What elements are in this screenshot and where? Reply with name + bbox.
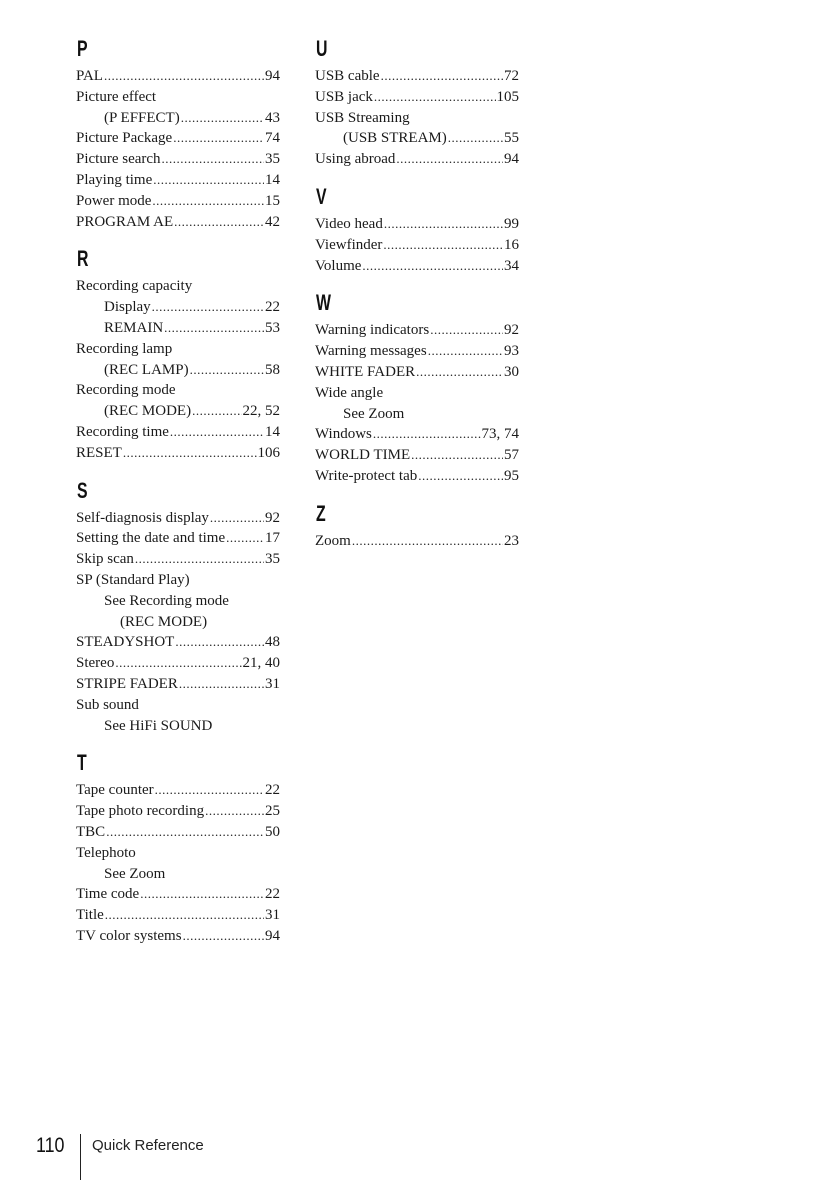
entry-page: 35 xyxy=(265,151,280,168)
index-column-left xyxy=(76,36,280,961)
index-section-u xyxy=(315,36,519,170)
entry-page: 92 xyxy=(265,509,280,526)
entry-page: 94 xyxy=(504,151,519,168)
entry-page: 30 xyxy=(504,363,519,380)
entry-page: 73, 74 xyxy=(481,426,519,443)
index-entry xyxy=(76,401,280,422)
entry-page: 17 xyxy=(265,530,280,547)
entry-label: WORLD TIME xyxy=(315,447,411,464)
section-letter: Z xyxy=(316,500,326,526)
dot-leader xyxy=(448,128,503,149)
dot-leader xyxy=(162,149,264,170)
dot-leader xyxy=(115,653,241,674)
entry-label: Tape counter xyxy=(76,782,154,799)
index-entry xyxy=(315,128,519,149)
entry-label: Display xyxy=(104,299,151,316)
index-entry xyxy=(315,235,519,256)
entry-label: (REC MODE) xyxy=(104,403,192,420)
dot-leader xyxy=(181,108,264,129)
entry-label: SP (Standard Play) xyxy=(76,571,190,588)
section-letter: V xyxy=(316,183,327,209)
entry-page: 94 xyxy=(265,927,280,944)
index-entry xyxy=(76,380,280,401)
page-footer xyxy=(36,1134,336,1180)
dot-leader xyxy=(373,424,481,445)
entry-label: See Zoom xyxy=(343,405,405,422)
dot-leader xyxy=(173,128,264,149)
entry-label: WHITE FADER xyxy=(315,363,416,380)
entry-label: PAL xyxy=(76,68,103,84)
entry-page: 14 xyxy=(265,423,280,440)
entry-label: Volume xyxy=(315,257,362,274)
dot-leader xyxy=(352,531,503,552)
index-entry xyxy=(76,87,280,108)
index-section-w xyxy=(315,290,519,486)
entry-label: Wide angle xyxy=(315,384,384,401)
entry-label: Using abroad xyxy=(315,151,396,168)
index-entry xyxy=(315,87,519,108)
entry-label: Sub sound xyxy=(76,696,139,713)
entry-label: Viewfinder xyxy=(315,236,383,253)
index-entry xyxy=(76,128,280,149)
index-entry xyxy=(76,170,280,191)
entry-label: USB cable xyxy=(315,68,380,84)
entry-page: 25 xyxy=(265,803,280,820)
dot-leader xyxy=(106,822,264,843)
entry-page: 22 xyxy=(265,886,280,903)
index-entry xyxy=(315,320,519,341)
footer-divider xyxy=(80,1134,81,1180)
entry-page: 42 xyxy=(265,213,280,230)
section-letter: S xyxy=(77,477,88,503)
dot-leader xyxy=(192,401,241,422)
index-entry xyxy=(76,443,280,464)
entry-label: Picture search xyxy=(76,151,161,168)
index-entry xyxy=(315,341,519,362)
entry-page: 14 xyxy=(265,171,280,188)
index-section-t xyxy=(76,750,280,946)
entry-page: 93 xyxy=(504,343,519,360)
index-entry xyxy=(76,191,280,212)
index-entry xyxy=(76,653,280,674)
index-entry xyxy=(76,822,280,843)
index-entry xyxy=(76,905,280,926)
index-entry xyxy=(315,531,519,552)
dot-leader xyxy=(381,66,503,87)
section-letter: T xyxy=(77,750,87,776)
index-entry xyxy=(76,632,280,653)
index-column-right xyxy=(315,36,519,566)
entry-label: Self-diagnosis display xyxy=(76,509,209,526)
dot-leader xyxy=(140,884,264,905)
entry-page: 58 xyxy=(265,361,280,378)
dot-leader xyxy=(226,528,264,549)
entry-label: Recording time xyxy=(76,423,169,440)
index-entry xyxy=(315,214,519,235)
entry-page: 23 xyxy=(504,532,519,549)
index-entry xyxy=(76,276,280,297)
entry-page: 31 xyxy=(265,675,280,692)
entry-label: See Zoom xyxy=(104,865,166,882)
entry-label: Stereo xyxy=(76,655,115,672)
entry-label: Setting the date and time xyxy=(76,530,226,547)
entry-label: USB Streaming xyxy=(315,109,410,126)
index-entry xyxy=(76,297,280,318)
index-entry xyxy=(76,108,280,129)
entry-page: 22 xyxy=(265,299,280,316)
entry-label: Zoom xyxy=(315,532,351,549)
entry-page: 94 xyxy=(265,68,280,84)
entry-page: 22, 52 xyxy=(242,403,280,420)
entry-page: 57 xyxy=(504,447,519,464)
entry-label: Telephoto xyxy=(76,844,136,861)
index-entry xyxy=(76,695,280,716)
dot-leader xyxy=(179,674,264,695)
index-entry xyxy=(76,591,280,612)
index-entry xyxy=(315,404,519,425)
entry-label: STEADYSHOT xyxy=(76,634,175,651)
dot-leader xyxy=(105,905,264,926)
index-entry xyxy=(315,424,519,445)
index-entry xyxy=(76,674,280,695)
dot-leader xyxy=(428,341,503,362)
dot-leader xyxy=(170,422,264,443)
dot-leader xyxy=(174,212,264,233)
entry-label: Skip scan xyxy=(76,551,134,568)
index-entry xyxy=(76,926,280,947)
entry-page: 22 xyxy=(265,782,280,799)
entry-label: Picture effect xyxy=(76,88,157,105)
dot-leader xyxy=(418,466,503,487)
entry-page: 16 xyxy=(504,236,519,253)
entry-label: REMAIN xyxy=(104,319,164,336)
index-entry xyxy=(76,149,280,170)
entry-page: 95 xyxy=(504,467,519,484)
index-entry xyxy=(76,716,280,737)
dot-leader xyxy=(205,801,264,822)
index-entry xyxy=(315,66,519,87)
index-section-v xyxy=(315,184,519,276)
entry-page: 35 xyxy=(265,551,280,568)
section-letter: U xyxy=(316,36,328,61)
section-title: Quick Reference xyxy=(92,1137,204,1154)
entry-label: Tape photo recording xyxy=(76,803,205,820)
section-letter: R xyxy=(77,246,89,272)
index-entry xyxy=(76,66,280,87)
dot-leader xyxy=(123,443,257,464)
dot-leader xyxy=(155,780,264,801)
entry-label: See Recording mode xyxy=(104,592,229,609)
index-entry xyxy=(76,422,280,443)
index-entry xyxy=(315,256,519,277)
dot-leader xyxy=(135,549,264,570)
index-entry xyxy=(315,108,519,129)
entry-page: 21, 40 xyxy=(242,655,280,672)
index-entry xyxy=(76,212,280,233)
entry-label: See HiFi SOUND xyxy=(104,717,213,734)
entry-label: RESET xyxy=(76,444,122,461)
dot-leader xyxy=(430,320,503,341)
index-entry xyxy=(315,466,519,487)
entry-page: 15 xyxy=(265,192,280,209)
dot-leader xyxy=(153,170,264,191)
section-letter: W xyxy=(316,290,331,316)
index-entry xyxy=(76,612,280,633)
index-entry xyxy=(76,801,280,822)
index-entry xyxy=(315,445,519,466)
entry-page: 50 xyxy=(265,823,280,840)
index-entry xyxy=(76,864,280,885)
entry-label: (P EFFECT) xyxy=(104,109,180,126)
index-entry xyxy=(76,884,280,905)
entry-page: 43 xyxy=(265,109,280,126)
dot-leader xyxy=(152,191,264,212)
entry-page: 48 xyxy=(265,634,280,651)
entry-label: Title xyxy=(76,907,104,924)
index-entry xyxy=(76,360,280,381)
index-section-s xyxy=(76,478,280,737)
index-entry xyxy=(76,508,280,529)
entry-page: 74 xyxy=(265,130,280,147)
index-section-r xyxy=(76,246,280,463)
entry-label: Time code xyxy=(76,886,140,903)
entry-label: (REC MODE) xyxy=(120,613,208,630)
entry-page: 53 xyxy=(265,319,280,336)
entry-label: Recording mode xyxy=(76,382,176,399)
index-entry xyxy=(76,528,280,549)
dot-leader xyxy=(362,256,503,277)
entry-page: 72 xyxy=(504,68,519,84)
entry-label: STRIPE FADER xyxy=(76,675,178,692)
entry-label: Power mode xyxy=(76,192,152,209)
dot-leader xyxy=(164,318,264,339)
index-entry xyxy=(76,570,280,591)
entry-page: 31 xyxy=(265,907,280,924)
index-entry xyxy=(315,383,519,404)
dot-leader xyxy=(411,445,503,466)
entry-page: 34 xyxy=(504,257,519,274)
entry-label: Video head xyxy=(315,215,383,232)
entry-label: TBC xyxy=(76,823,106,840)
dot-leader xyxy=(183,926,264,947)
entry-label: Windows xyxy=(315,426,372,443)
entry-page: 105 xyxy=(496,88,519,105)
entry-label: Warning messages xyxy=(315,343,427,360)
entry-label: Write-protect tab xyxy=(315,467,418,484)
entry-label: (REC LAMP) xyxy=(104,361,189,378)
page-number: 110 xyxy=(36,1134,65,1157)
entry-label: Recording capacity xyxy=(76,278,193,295)
section-letter: P xyxy=(77,36,88,61)
entry-label: Warning indicators xyxy=(315,322,430,339)
entry-page: 99 xyxy=(504,215,519,232)
index-entry xyxy=(76,549,280,570)
entry-label: PROGRAM AE xyxy=(76,213,174,230)
entry-page: 92 xyxy=(504,322,519,339)
index-entry xyxy=(76,780,280,801)
index-entry xyxy=(76,318,280,339)
dot-leader xyxy=(383,235,503,256)
index-section-z xyxy=(315,501,519,552)
index-entry xyxy=(315,149,519,170)
entry-label: Picture Package xyxy=(76,130,173,147)
dot-leader xyxy=(175,632,264,653)
dot-leader xyxy=(374,87,496,108)
index-entry xyxy=(76,339,280,360)
dot-leader xyxy=(210,508,264,529)
dot-leader xyxy=(384,214,503,235)
entry-label: (USB STREAM) xyxy=(343,130,447,147)
entry-label: Recording lamp xyxy=(76,340,173,357)
index-section-p xyxy=(76,36,280,232)
dot-leader xyxy=(190,360,264,381)
entry-label: USB jack xyxy=(315,88,373,105)
index-entry xyxy=(76,843,280,864)
index-entry xyxy=(315,362,519,383)
entry-page: 106 xyxy=(257,444,280,461)
entry-page: 55 xyxy=(504,130,519,147)
dot-leader xyxy=(416,362,503,383)
dot-leader xyxy=(396,149,503,170)
dot-leader xyxy=(152,297,264,318)
dot-leader xyxy=(104,66,264,87)
entry-label: Playing time xyxy=(76,171,153,188)
entry-label: TV color systems xyxy=(76,927,182,944)
